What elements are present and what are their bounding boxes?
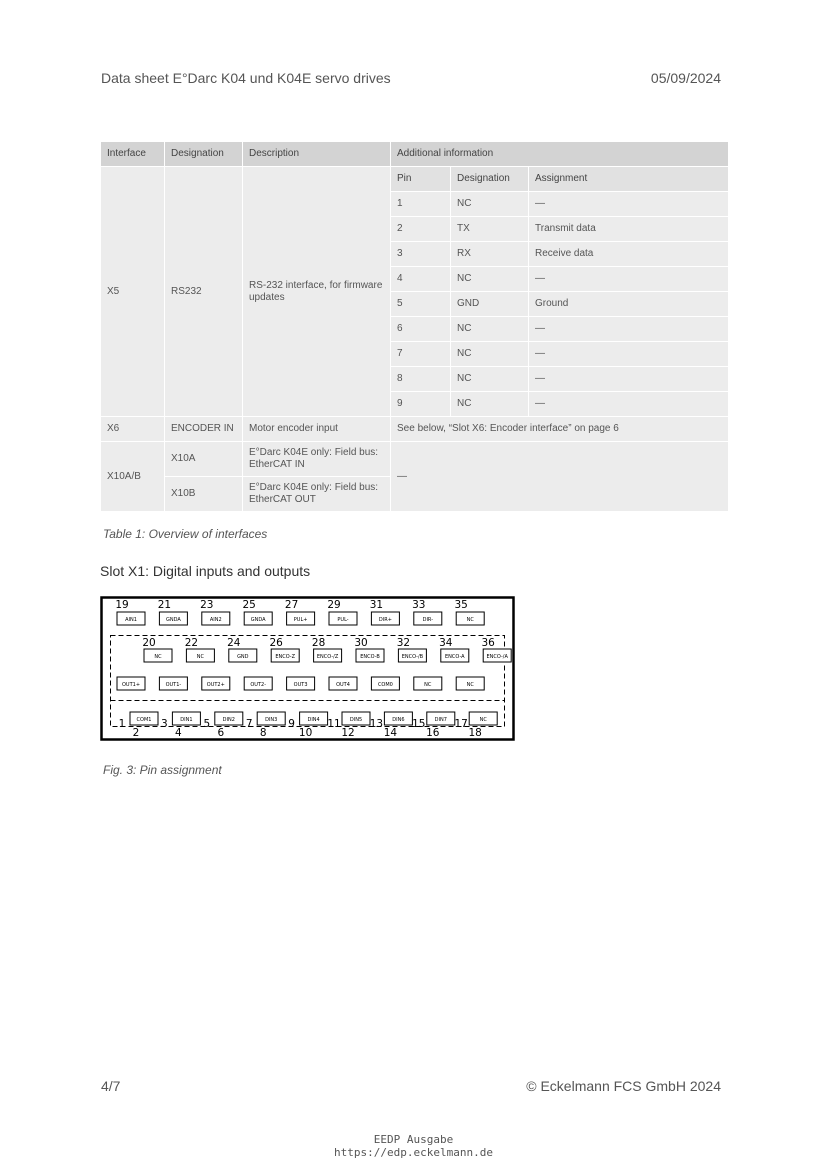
pin-number: 1 xyxy=(118,718,126,730)
pin-number: 33 xyxy=(412,599,426,611)
pin-label: ENCO-/Z xyxy=(316,654,339,660)
pin-designation: NC xyxy=(451,192,529,217)
header-interface: Interface xyxy=(101,142,165,167)
cell-x6-designation: ENCODER IN xyxy=(165,417,243,442)
pin-designation: NC xyxy=(451,367,529,392)
pin-label: OUT2+ xyxy=(206,682,225,688)
pin-assignment: — xyxy=(529,392,729,417)
pin-number: 5 xyxy=(391,292,451,317)
pin-label: ENCO-Z xyxy=(275,654,296,660)
cell-x5-description: RS-232 interface, for firmware updates xyxy=(243,167,391,417)
pin-number: 32 xyxy=(396,637,411,649)
edition-url: https://edp.eckelmann.de xyxy=(334,1146,493,1159)
pin-designation: RX xyxy=(451,242,529,267)
pin-number: 28 xyxy=(311,637,326,649)
pin-number: 26 xyxy=(269,637,283,649)
pin-label: NC xyxy=(466,617,474,623)
pin-label: PUL- xyxy=(337,617,349,623)
pin-number: 6 xyxy=(391,317,451,342)
pin-number: 22 xyxy=(184,637,199,649)
figure-caption: Fig. 3: Pin assignment xyxy=(103,763,222,777)
pin-number: 23 xyxy=(200,599,214,611)
pin-number: 1 xyxy=(391,192,451,217)
pin-label: PUL+ xyxy=(293,617,308,623)
pin-number: 15 xyxy=(412,718,426,730)
cell-x10-interface: X10A/B xyxy=(101,442,165,512)
table-row xyxy=(101,442,729,477)
pin-assignment: — xyxy=(529,267,729,292)
pin-designation: NC xyxy=(451,267,529,292)
pin-label: OUT2- xyxy=(250,682,267,688)
edition-note xyxy=(0,1133,827,1159)
pin-assignment: Transmit data xyxy=(529,217,729,242)
pin-assignment: — xyxy=(529,192,729,217)
pin-number: 16 xyxy=(426,727,440,739)
pin-number: 29 xyxy=(327,599,341,611)
pin-number: 36 xyxy=(481,637,495,649)
pin-label: GND xyxy=(237,654,249,660)
pin-number: 3 xyxy=(161,718,168,730)
pin-number: 14 xyxy=(383,727,398,739)
pin-label: NC xyxy=(424,682,432,688)
pin-number: 13 xyxy=(369,718,384,730)
pin-number: 9 xyxy=(391,392,451,417)
cell-x6-info: See below, “Slot X6: Encoder interface” on page 6 xyxy=(391,417,729,442)
pin-label: DIN3 xyxy=(265,717,278,723)
pin-label: DIN5 xyxy=(349,717,363,723)
header-description: Description xyxy=(243,142,391,167)
pin-label: ENCO-/B xyxy=(401,654,424,660)
pin-label: AIN1 xyxy=(125,617,137,623)
pin-number: 27 xyxy=(284,599,299,611)
pin-designation: NC xyxy=(451,342,529,367)
interfaces-table xyxy=(100,141,729,512)
table-row xyxy=(101,417,729,442)
pin-number: 21 xyxy=(157,599,172,611)
copyright: © Eckelmann FCS GmbH 2024 xyxy=(526,1078,721,1094)
pin-number: 12 xyxy=(341,727,355,739)
pin-number: 2 xyxy=(391,217,451,242)
pin-label: AIN2 xyxy=(209,617,222,623)
pin-label: GNDA xyxy=(250,617,266,623)
edition-line: EEDP Ausgabe xyxy=(373,1133,454,1146)
pin-number: 8 xyxy=(391,367,451,392)
cell-x6-interface: X6 xyxy=(101,417,165,442)
pin-number: 11 xyxy=(327,718,341,730)
pin-number: 24 xyxy=(227,637,241,649)
pin-assignment: Receive data xyxy=(529,242,729,267)
pin-number: 30 xyxy=(354,637,368,649)
pin-number: 4 xyxy=(175,727,182,739)
pin-label: DIN7 xyxy=(434,717,447,723)
pin-number: 20 xyxy=(142,637,156,649)
pin-number: 31 xyxy=(369,599,384,611)
pin-designation: TX xyxy=(451,217,529,242)
document-title: Data sheet E°Darc K04 und K04E servo drives xyxy=(101,70,391,86)
pin-label: GNDA xyxy=(165,617,181,623)
pin-number: 17 xyxy=(454,718,468,730)
subheader-pin: Pin xyxy=(391,167,451,192)
cell-x5-designation: RS232 xyxy=(165,167,243,417)
pin-number: 34 xyxy=(439,637,453,649)
pin-label: OUT4 xyxy=(336,682,350,688)
header-designation: Designation xyxy=(165,142,243,167)
pin-label: ENCO-A xyxy=(445,654,465,660)
pin-label: ENCO-/A xyxy=(486,654,508,660)
subheader-assignment: Assignment xyxy=(529,167,729,192)
pin-number: 35 xyxy=(454,599,468,611)
pin-label: DIN2 xyxy=(222,717,235,723)
pin-designation: NC xyxy=(451,392,529,417)
pin-label: OUT1+ xyxy=(121,682,141,688)
pin-number: 4 xyxy=(391,267,451,292)
pin-number: 18 xyxy=(468,727,482,739)
pin-label: COM1 xyxy=(136,717,152,723)
pin-label: DIN6 xyxy=(392,717,405,723)
pin-label: ENCO-B xyxy=(360,654,380,660)
pin-assignment: — xyxy=(529,342,729,367)
pin-label: NC xyxy=(154,654,162,660)
pin-assignment: — xyxy=(529,317,729,342)
pin-number: 19 xyxy=(115,599,129,611)
pin-label: OUT1- xyxy=(165,682,182,688)
pin-label: NC xyxy=(466,682,474,688)
pin-number: 25 xyxy=(242,599,256,611)
pin-designation: NC xyxy=(451,317,529,342)
pin-number: 2 xyxy=(132,727,140,739)
pin-number: 7 xyxy=(245,718,253,730)
table-row xyxy=(101,167,729,192)
pin-label: DIR- xyxy=(422,617,434,623)
pin-label: DIR+ xyxy=(378,617,392,623)
cell-x10b-description: E°Darc K04E only: Field bus: EtherCAT OUT xyxy=(243,477,391,512)
pin-number: 6 xyxy=(217,727,225,739)
pin-label: NC xyxy=(196,654,205,660)
document-date: 05/09/2024 xyxy=(650,70,721,86)
pin-designation: GND xyxy=(451,292,529,317)
cell-x10-info: — xyxy=(391,442,729,512)
pin-label: NC xyxy=(479,717,487,723)
pin-number: 8 xyxy=(259,727,267,739)
pin-assignment-diagram xyxy=(100,596,516,742)
page-number: 4/7 xyxy=(101,1078,121,1094)
pin-label: OUT3 xyxy=(293,682,308,688)
pin-number: 9 xyxy=(288,718,295,730)
section-heading: Slot X1: Digital inputs and outputs xyxy=(100,563,311,579)
cell-x5-interface: X5 xyxy=(101,167,165,417)
pin-number: 7 xyxy=(391,342,451,367)
cell-x10a-description: E°Darc K04E only: Field bus: EtherCAT IN xyxy=(243,442,391,477)
pin-assignment: Ground xyxy=(529,292,729,317)
table-caption: Table 1: Overview of interfaces xyxy=(103,527,268,541)
pin-label: DIN1 xyxy=(180,717,193,723)
pin-number: 3 xyxy=(391,242,451,267)
header-additional-info: Additional information xyxy=(391,142,729,167)
cell-x10b-designation: X10B xyxy=(165,477,243,512)
subheader-designation: Designation xyxy=(451,167,529,192)
pin-label: DIN4 xyxy=(307,717,320,723)
pin-assignment: — xyxy=(529,367,729,392)
cell-x6-description: Motor encoder input xyxy=(243,417,391,442)
pin-number: 5 xyxy=(203,718,211,730)
cell-x10a-designation: X10A xyxy=(165,442,243,477)
pin-label: COM0 xyxy=(377,682,393,688)
pin-number: 10 xyxy=(298,727,313,739)
